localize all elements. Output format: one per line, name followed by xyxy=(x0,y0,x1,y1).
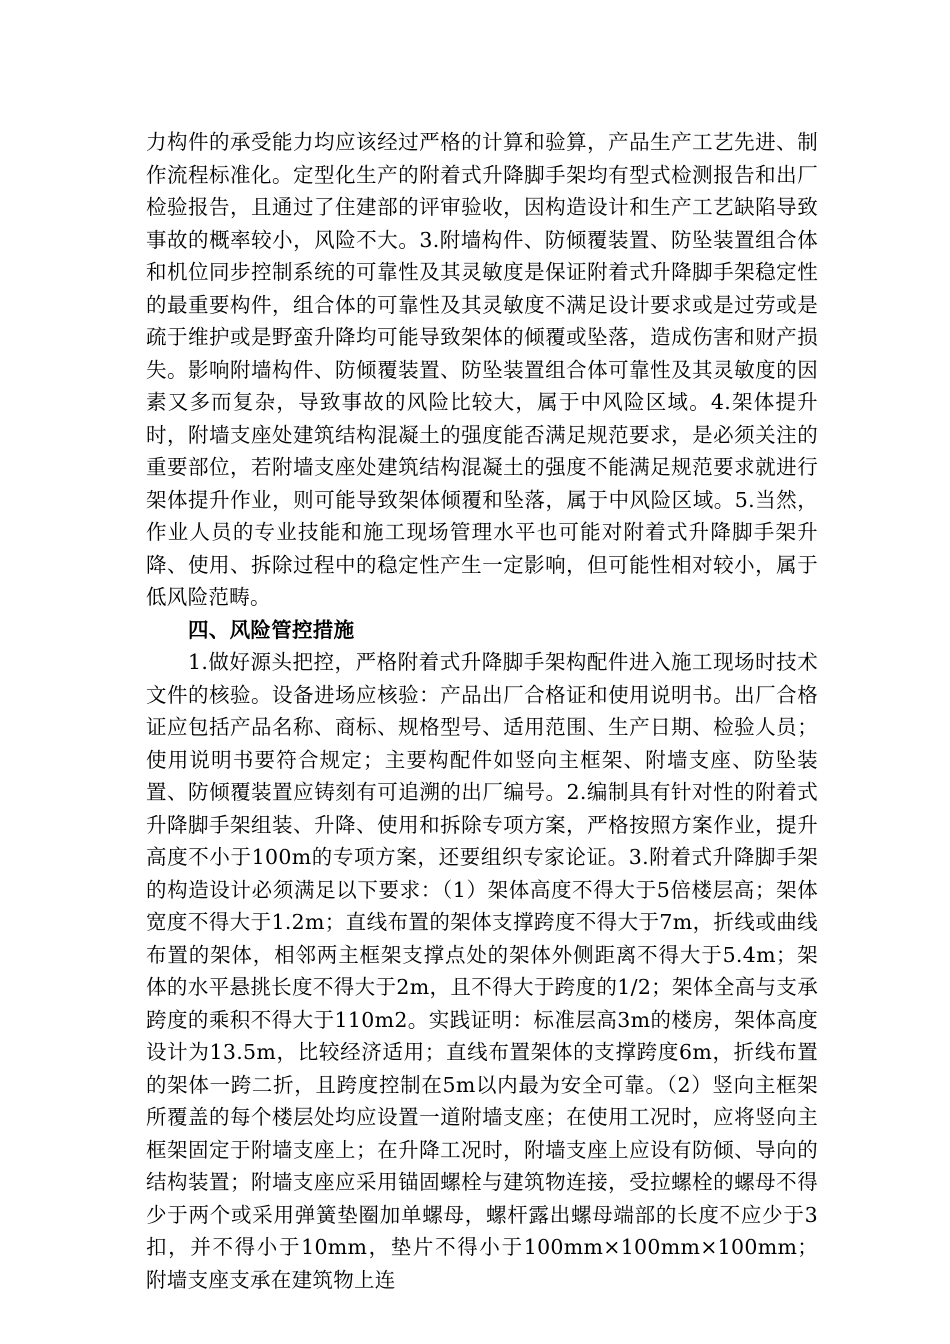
body-paragraph-risk-analysis: 力构件的承受能力均应该经过严格的计算和验算，产品生产工艺先进、制作流程标准化。定型化生产的附着式升降脚手架均有型式检测报告和出厂检验报告，且通过了住建部的评审验收，因构造设计和生产工艺缺陷导致事故的概率较小，风险不大。3.附墙构件、防倾覆装置、防坠装置组合体和机位同步控制系统的可靠性及其灵敏度是保证附着式升降脚手架稳定性的最重要构件，组合体的可靠性及其灵敏度不满足设计要求或是过劳或是疏于维护或是野蛮升降均可能导致架体的倾覆或坠落，造成伤害和财产损失。影响附墙构件、防倾覆装置、防坠装置组合体可靠性及其灵敏度的因素又多而复杂，导致事故的风险比较大，属于中风险区域。4.架体提升时，附墙支座处建筑结构混凝土的强度能否满足规范要求，是必须关注的重要部位，若附墙支座处建筑结构混凝土的强度不能满足规范要求就进行架体提升作业，则可能导致架体倾覆和坠落，属于中风险区域。5.当然，作业人员的专业技能和施工现场管理水平也可能对附着式升降脚手架升降、使用、拆除过程中的稳定性产生一定影响，但可能性相对较小，属于低风险范畴。 xyxy=(146,130,818,609)
document-page xyxy=(146,126,818,1296)
section-heading-risk-control: 四、风险管控措施 xyxy=(188,617,355,642)
body-paragraph-control-measures: 1.做好源头把控，严格附着式升降脚手架构配件进入施工现场时技术文件的核验。设备进场应核验：产品出厂合格证和使用说明书。出厂合格证应包括产品名称、商标、规格型号、适用范围、生产日期、检验人员；使用说明书要符合规定；主要构配件如竖向主框架、附墙支座、防坠装置、防倾覆装置应铸刻有可追溯的出厂编号。2.编制具有针对性的附着式升降脚手架组装、升降、使用和拆除专项方案，严格按照方案作业，提升高度不小于100m的专项方案，还要组织专家论证。3.附着式升降脚手架的构造设计必须满足以下要求：（1）架体高度不得大于5倍楼层高；架体宽度不得大于1.2m；直线布置的架体支撑跨度不得大于7m，折线或曲线布置的架体，相邻两主框架支撑点处的架体外侧距离不得大于5.4m；架体的水平悬挑长度不得大于2m，且不得大于跨度的1/2；架体全高与支承跨度的乘积不得大于110m2。实践证明：标准层高3m的楼房，架体高度设计为13.5m，比较经济适用；直线布置架体的支撑跨度6m，折线布置的架体一跨二折，且跨度控制在5m以内最为安全可靠。（2）竖向主框架所覆盖的每个楼层处均应设置一道附墙支座；在使用工况时，应将竖向主框架固定于附墙支座上；在升降工况时，附墙支座上应设有防倾、导向的结构装置；附墙支座应采用锚固螺栓与建筑物连接，受拉螺栓的螺母不得少于两个或采用弹簧垫圈加单螺母，螺杆露出螺母端部的长度不应少于3扣，并不得小于10mm，垫片不得小于100mm×100mm×100mm；附墙支座支承在建筑物上连 xyxy=(146,650,818,1292)
